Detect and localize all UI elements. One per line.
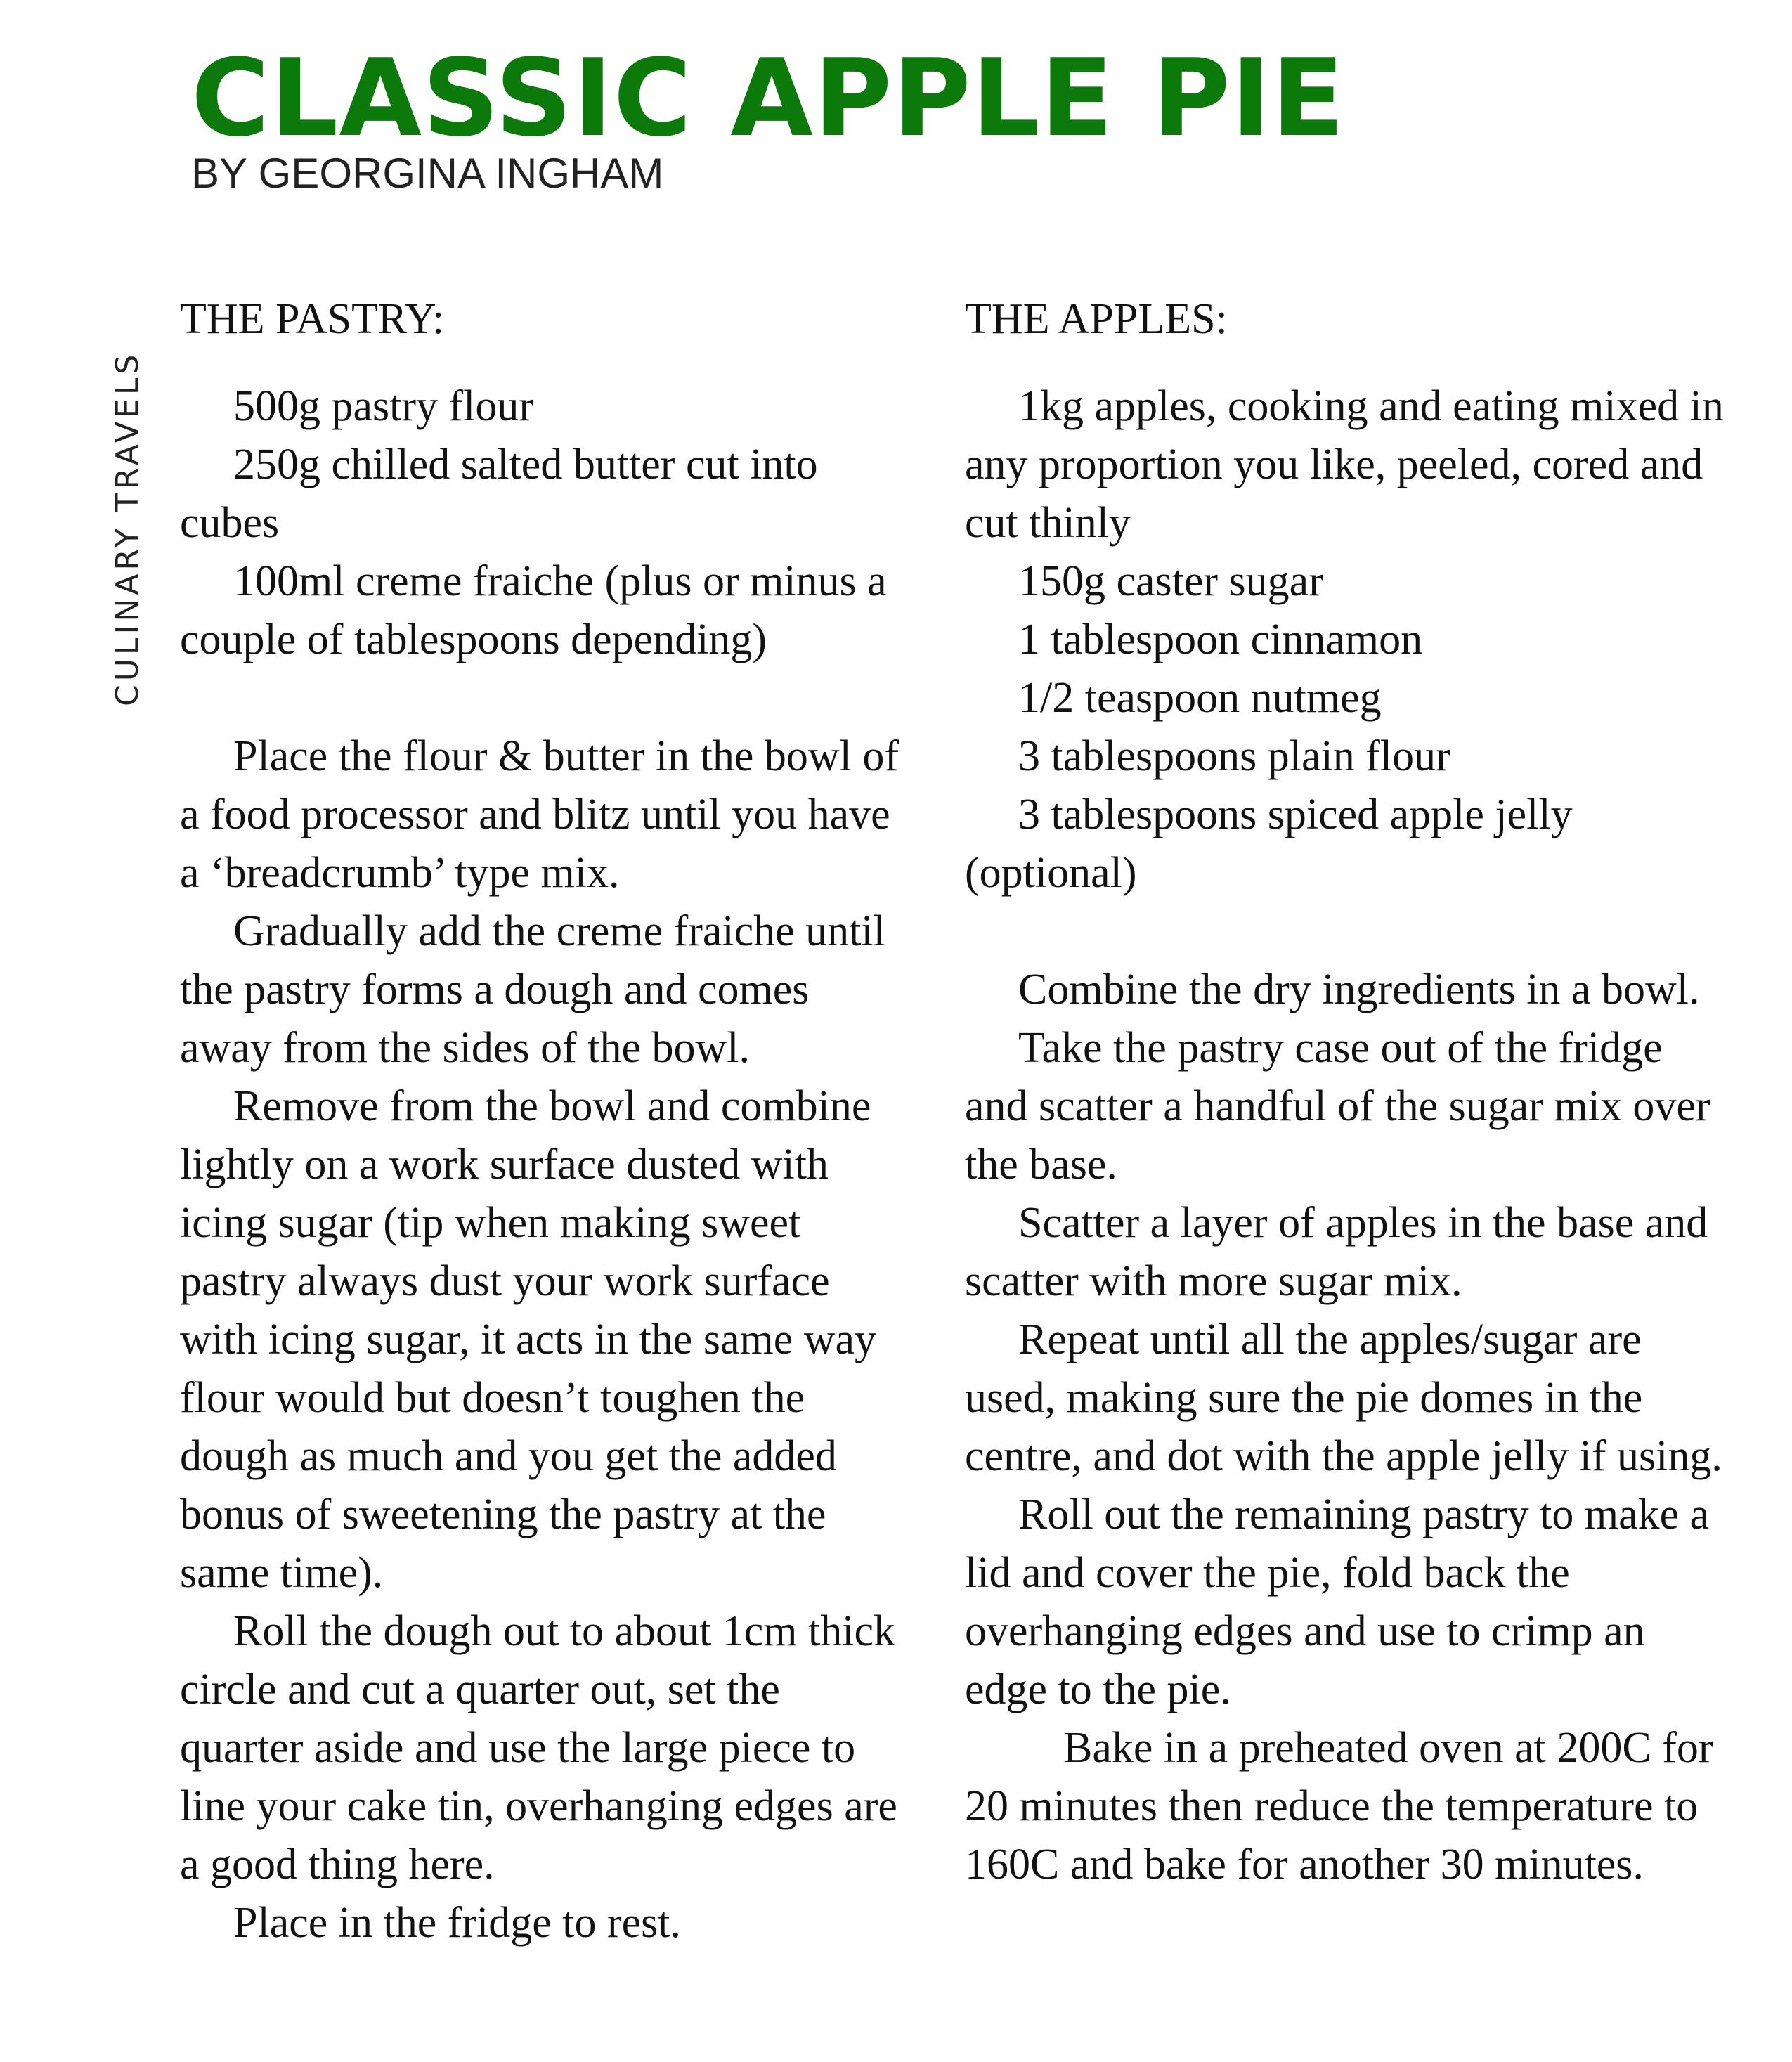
pastry-step: Place the flour & butter in the bowl of a food processor and blitz until you have a ‘breadcrumb’ type mix.: [180, 732, 899, 897]
apples-heading: THE APPLES:: [965, 295, 1228, 343]
apples-step: Roll out the remaining pastry to make a lid and cover the pie, fold back the overhanging edges and use to crimp an edge to the pie.: [965, 1491, 1710, 1713]
apples-ingredient: 3 tablespoons spiced apple jelly (optional): [965, 791, 1573, 897]
pastry-column: [180, 290, 911, 1952]
apples-ingredient: 1kg apples, cooking and eating mixed in any proportion you like, peeled, cored and cut thinly: [965, 382, 1724, 547]
author-byline: BY GEORGINA INGHAM: [191, 150, 664, 197]
pastry-ingredient: 250g chilled salted butter cut into cubes: [180, 441, 818, 547]
pastry-step: Remove from the bowl and combine lightly on a work surface dusted with icing sugar (tip when making sweet pastry always dust your work surface with icing sugar, it acts in the same way flour would but doesn’t toughen the dough as much and you get the added bonus of sweetening the pastry at the same time).: [180, 1082, 877, 1597]
apples-step: Take the pastry case out of the fridge and scatter a handful of the sugar mix over the base.: [965, 1024, 1710, 1188]
pastry-ingredient: 500g pastry flour: [233, 382, 534, 430]
pastry-heading: THE PASTRY:: [180, 295, 445, 343]
apples-step: Repeat until all the apples/sugar are used, making sure the pie domes in the centre, and dot with the apple jelly if using.: [965, 1316, 1722, 1480]
apples-step: Scatter a layer of apples in the base and scatter with more sugar mix.: [965, 1199, 1708, 1305]
pastry-step: Place in the fridge to rest.: [233, 1899, 682, 1947]
pastry-ingredient: 100ml creme fraiche (plus or minus a couple of tablespoons depending): [180, 557, 887, 663]
apples-ingredient: 150g caster sugar: [1018, 557, 1323, 605]
apples-ingredient: 3 tablespoons plain flour: [1018, 732, 1450, 780]
apples-ingredient: 1/2 teaspoon nutmeg: [1018, 674, 1382, 722]
apples-step: Combine the dry ingredients in a bowl.: [1018, 966, 1700, 1013]
pastry-step: Gradually add the creme fraiche until the pastry forms a dough and comes away from the sides of the bowl.: [180, 907, 885, 1072]
apples-step: Bake in a preheated oven at 200C for 20 minutes then reduce the temperature to 160C and bake for another 30 minutes.: [965, 1724, 1713, 1888]
pastry-step: Roll the dough out to about 1cm thick circle and cut a quarter out, set the quarter aside and use the large piece to line your cake tin, overhanging edges are a good thing here.: [180, 1607, 897, 1888]
apples-ingredient: 1 tablespoon cinnamon: [1018, 616, 1423, 663]
apples-column: [965, 290, 1724, 1894]
section-side-label: CULINARY TRAVELS: [110, 351, 145, 706]
page-title: CLASSIC APPLE PIE: [191, 36, 1346, 160]
